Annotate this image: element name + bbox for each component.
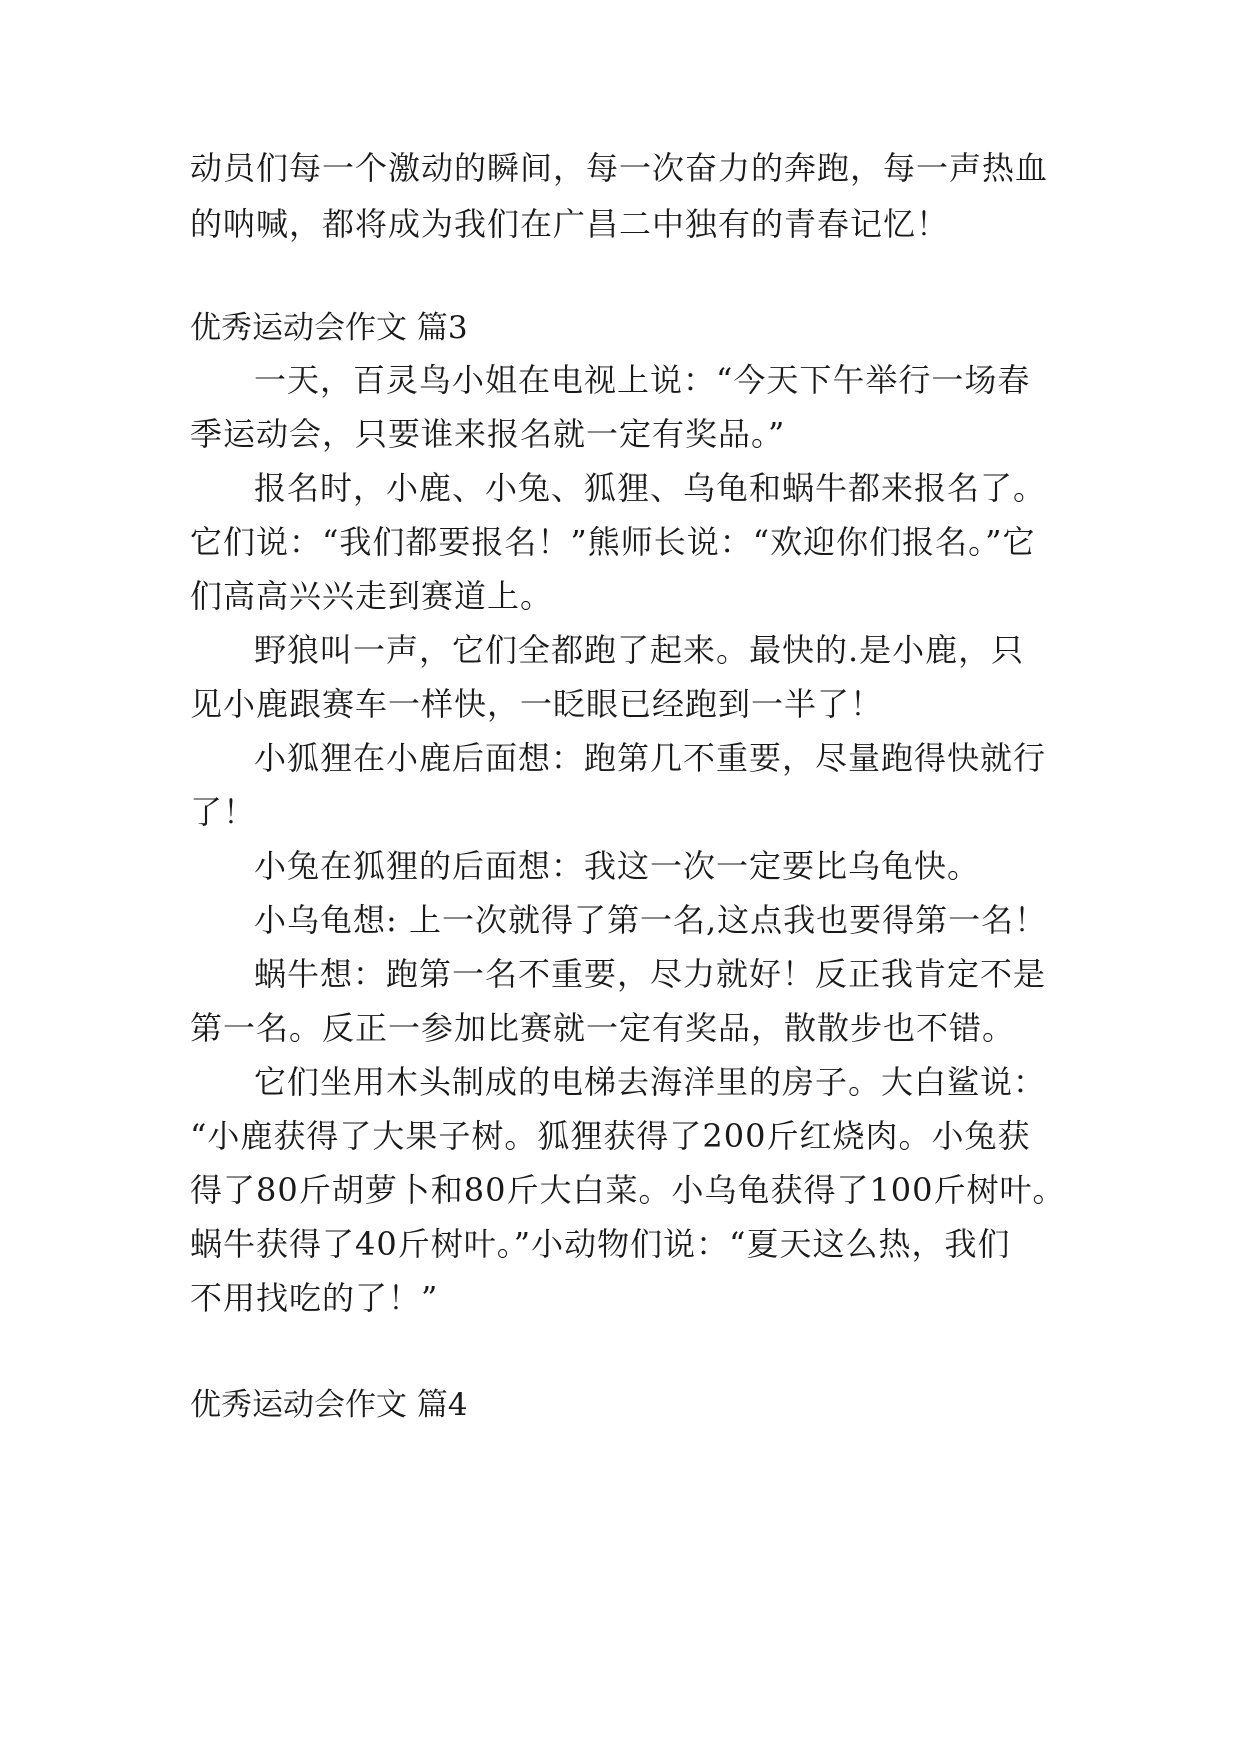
s3-p8-line-3: 得了80斤胡萝卜和80斤大白菜。小乌龟获得了100斤树叶。	[190, 1171, 1066, 1209]
s3-p1-line-2: 季运动会，只要谁来报名就一定有奖品。”	[190, 415, 786, 453]
s3-p4-line-1: 小狐狸在小鹿后面想：跑第几不重要，尽量跑得快就行	[254, 739, 1047, 777]
s3-p4-line-2: 了！	[190, 793, 257, 831]
s3-p8-line-1: 它们坐用木头制成的电梯去海洋里的房子。大白鲨说：	[254, 1063, 1047, 1101]
s3-p3-line-1: 野狼叫一声，它们全都跑了起来。最快的.是小鹿，只	[254, 631, 1025, 669]
intro-line-1: 动员们每一个激动的瞬间，每一次奋力的奔跑，每一声热血	[190, 149, 1049, 187]
section-4-heading: 优秀运动会作文 篇4	[190, 1387, 468, 1423]
s3-p7-line-2: 第一名。反正一参加比赛就一定有奖品，散散步也不错。	[190, 1009, 1016, 1047]
s3-p2-line-2: 它们说：“我们都要报名！”熊师长说：“欢迎你们报名。”它	[190, 523, 1036, 561]
s3-p5-line-1: 小兔在狐狸的后面想：我这一次一定要比乌龟快。	[254, 847, 981, 885]
s3-p8-line-2: “小鹿获得了大果子树。狐狸获得了200斤红烧肉。小兔获	[190, 1117, 1031, 1155]
section-3-heading: 优秀运动会作文 篇3	[190, 310, 468, 346]
s3-p2-line-1: 报名时，小鹿、小兔、狐狸、乌龟和蜗牛都来报名了。	[254, 469, 1047, 507]
s3-p3-line-2: 见小鹿跟赛车一样快，一眨眼已经跑到一半了！	[190, 685, 884, 723]
s3-p2-line-3: 们高高兴兴走到赛道上。	[190, 577, 554, 615]
s3-p6-line-1: 小乌龟想: 上一次就得了第一名,这点我也要得第一名！	[254, 901, 1048, 939]
s3-p1-line-1: 一天，百灵鸟小姐在电视上说：“今天下午举行一场春	[254, 361, 1031, 399]
intro-line-2: 的呐喊，都将成为我们在广昌二中独有的青春记忆！	[190, 205, 950, 243]
s3-p8-line-4: 蜗牛获得了40斤树叶。”小动物们说：“夏天这么热，我们	[190, 1225, 1011, 1263]
s3-p8-line-5: 不用找吃的了！”	[190, 1279, 439, 1317]
s3-p7-line-1: 蜗牛想：跑第一名不重要，尽力就好！反正我肯定不是	[254, 955, 1047, 993]
